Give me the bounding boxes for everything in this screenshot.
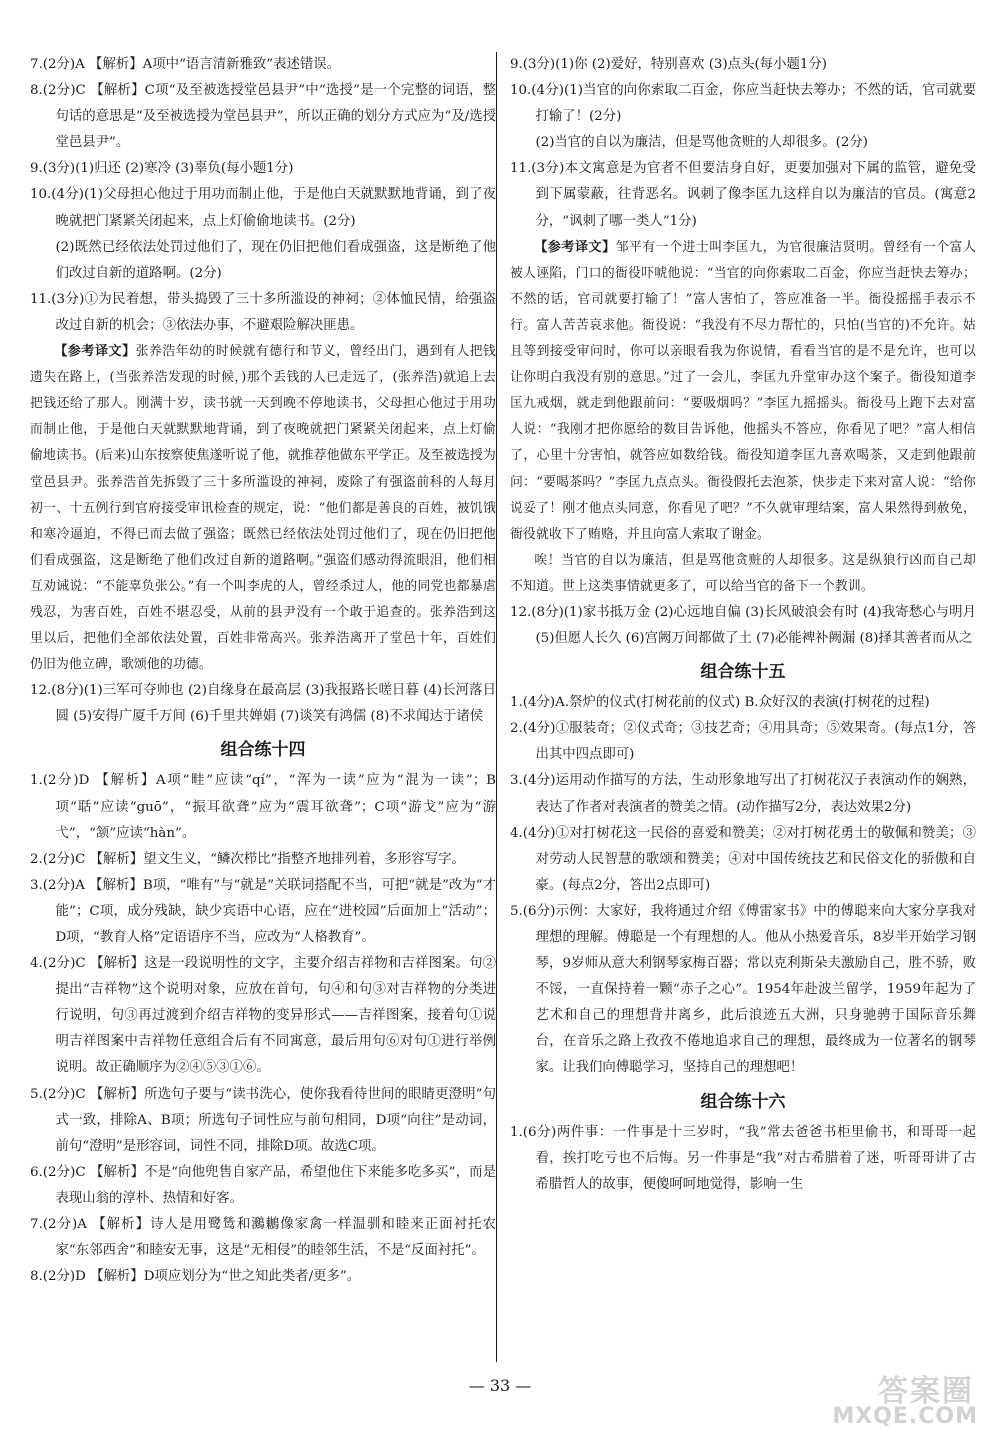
answer-item: 10.(4分)(1)当官的向你索取二百金，你应当赶快去筹办；不然的话，官司就要打输了！(2分) xyxy=(510,83,976,125)
page-number: — 33 — xyxy=(468,1376,532,1395)
answer-item: 1.(4分)A.祭炉的仪式(打树花前的仪式) B.众好汉的表演(打树花的过程) xyxy=(510,695,930,711)
answer-item: 3.(4分)运用动作描写的方法，生动形象地写出了打树花汉子表演动作的娴熟，表达了作者对表演者的赞美之情。(动作描写2分，表达效果2分) xyxy=(510,773,976,815)
answer-item: 9.(3分)(1)你 (2)爱好，特别喜欢 (3)点头(每小题1分) xyxy=(510,57,827,72)
answer-item: 7.(2分)A 【解析】A项中“语言清新雅致”表述错误。 xyxy=(30,57,341,72)
answer-item: 7.(2分)A 【解析】诗人是用鹭鸶和鸂鶒像家禽一样温驯和睦来正面衬托农家“东邻西舍”和睦安无事，这是“无相侵”的睦邻生活，不是“反面衬托”。 xyxy=(30,1217,496,1259)
watermark-cn: 答案圈 xyxy=(878,1374,974,1409)
translation-text: 张养浩年幼的时候就有德行和节义，曾经出门，遇到有人把钱遗失在路上，(当张养浩发现的时候，)那个丢钱的人已走远了，(张养浩)就追上去把钱还给了那人。刚满十岁，读书就一天到晚不停地读书，父母担心他过于用功而制止他，于是他白天就默默地背诵，到了夜晚就把门紧紧关闭起来，点上灯偷偷地读书。(后来)山东按察使焦遂听说了他，就推荐他做东平学正。及至被选授为堂邑县尹。张养浩首先拆毁了三十多所滥设的神祠，废除了有强盗前科的人每月初一、十五例行到官府接受审讯检查的规定，说：“他们都是善良的百姓，被饥饿和寒冷逼迫，不得已而去做了强盗；既然已经依法处罚过他们了，现在仍旧把他们看成强盗，这是断绝了他们改过自新的道路啊。”强盗们感动得流眼泪，他们相互劝诫说：“不能辜负张公。”有一个叫李虎的人，曾经杀过人，他的同党也都暴虐残忍，为害百姓，百姓不堪忍受，从前的县尹没有一个敢于追查的。张养浩到这里以后，把他们全部依法处置，百姓非常高兴。张养浩离开了堂邑十年，百姓们仍旧为他立碑，歌颂他的功德。 xyxy=(30,344,496,673)
answer-item: 2.(4分)①服装奇；②仪式奇；③技艺奇；④用具奇；⑤效果奇。(每点1分，答出其中四点即可) xyxy=(510,721,976,763)
answer-item: 4.(4分)①对打树花这一民俗的喜爱和赞美；②对打树花勇士的敬佩和赞美；③对劳动人民智慧的歌颂和赞美；④对中国传统技艺和民俗文化的骄傲和自豪。(每点2分，答出2点即可) xyxy=(510,825,976,893)
left-column xyxy=(30,52,496,1290)
answer-item: 5.(6分)示例：大家好，我将通过介绍《傅雷家书》中的傅聪来向大家分享我对理想的理解。傅聪是一个有理想的人。他从小热爱音乐，8岁半开始学习钢琴，9岁师从意大利钢琴家梅百器；常以克利斯朵夫激励自己，胜不骄，败不馁，一直保持着一颗“赤子之心”。1954年赴波兰留学，1959年起为了艺术和自己的理想背井离乡，此后浪迹五大洲，只身驰骋于国际音乐舞台，在音乐之路上孜孜不倦地追求自己的理想，最终成为一位著名的钢琴家。让我们向傅聪学习，坚持自己的理想吧！ xyxy=(510,903,976,1076)
section-heading: 组合练十六 xyxy=(700,1091,786,1112)
answer-item: 9.(3分)(1)归还 (2)寒冷 (3)辜负(每小题1分) xyxy=(30,161,294,177)
watermark-en: MXQE.COM xyxy=(832,1404,978,1429)
answer-item: 6.(2分)C 【解析】不是“向他兜售自家产品，希望他住下来能多吃多买”，而是表现山翁的淳朴、热情和好客。 xyxy=(30,1164,496,1206)
answer-item: (2)既然已经依法处罚过他们了，现在仍旧把他们看成强盗，这是断绝了他们改过自新的道路啊。(2分) xyxy=(55,239,496,281)
answer-item: 11.(3分)本文寓意是为官者不但要洁身自好，更要加强对下属的监管，避免受到下属蒙蔽，往背恶名。讽刺了像李匡九这样自以为廉洁的官员。(寓意2分，“讽刺了哪一类人”1分) xyxy=(510,161,976,229)
column-divider xyxy=(496,52,497,1362)
answer-item: 12.(8分)(1)家书抵万金 (2)心远地自偏 (3)长风破浪会有时 (4)我寄愁心与明月 (5)但愿人长久 (6)宫阙万间都做了土 (7)必能裨补阙漏 (8)择其善者而从之 xyxy=(510,604,976,647)
answer-item: 11.(3分)①为民着想，带头捣毁了三十多所滥设的神祠；②体恤民情，给强盗改过自新的机会；③依法办事，不避艰险解决匪患。 xyxy=(30,291,496,333)
right-column xyxy=(510,52,976,1198)
reference-label: 【参考译文】 xyxy=(54,344,136,360)
answer-item: 4.(2分)C 【解析】这是一段说明性的文字，主要介绍吉祥物和吉祥图案。句②提出“吉祥物”这个说明对象，应放在首句，句④和句③对吉祥物的分类进行说明，句③再过渡到介绍吉祥物的变异形式——吉祥图案，接着句①说明吉祥图案中吉祥物任意组合后有不同寓意，最后用句⑥对句①进行举例说明。故正确顺序为②④⑤③①⑥。 xyxy=(30,956,496,1076)
answer-item: 5.(2分)C 【解析】所选句子要与“读书洗心，使你我看待世间的眼睛更澄明”句式一致，排除A、B项；所选句子词性应与前句相同，D项“向往”是动词，前句“澄明”是形容词，词性不同，排除D项。故选C项。 xyxy=(30,1086,496,1154)
answer-item: 2.(2分)C 【解析】望文生义，“鳞次栉比”指整齐地排列着，多形容写字。 xyxy=(30,851,465,867)
section-heading: 组合练十五 xyxy=(700,662,786,683)
answer-item: (2)当官的自以为廉洁，但是骂他贪赃的人却很多。(2分) xyxy=(535,135,868,151)
answer-item: 1.(2分)D 【解析】A项“畦”应读“qí”，“浑为一读”应为“混为一读”；B项“聒”应读“guō”，“振耳欲聋”应为“震耳欲聋”；C项“游戈”应为“游弋”，“颔”应读“hàn”。 xyxy=(30,773,496,841)
translation-paragraph xyxy=(510,235,976,548)
reference-label: 【参考译文】 xyxy=(534,239,616,255)
answer-item: 8.(2分)D 【解析】D项应划分为“世之知此类者/更多”。 xyxy=(30,1269,361,1285)
answer-item: 10.(4分)(1)父母担心他过于用功而制止他，于是他白天就默默地背诵，到了夜晚就把门紧紧关闭起来，点上灯偷偷地读书。(2分) xyxy=(30,187,496,229)
answer-item: 3.(2分)A 【解析】B项，“唯有”与“就是”关联词搭配不当，可把“就是”改为“才能”；C项，成分残缺，缺少宾语中心语，应在“进校园”后面加上“活动”；D项，“教育人格”定语语序不当，应改为“人格教育”。 xyxy=(30,877,496,945)
answer-item: 12.(8分)(1)三军可夺帅也 (2)自缘身在最高层 (3)我报路长嗟日暮 (4)长河落日圆 (5)安得广厦千万间 (6)千里共婵娟 (7)谈笑有鸿儒 (8)不求闻达于诸侯 xyxy=(30,683,496,725)
answer-item: 1.(6分)两件事：一件事是十三岁时，“我”常去爸爸书柜里偷书，和哥哥一起看，挨打吃亏也不后悔。另一件事是“我”对古希腊着了迷，听哥哥讲了古希腊哲人的故事，便傻呵呵地觉得，影响一生 xyxy=(510,1124,976,1192)
translation-text: 邹平有一个进士叫李匡九，为官很廉洁贤明。曾经有一个富人被人诬陷，门口的衙役吓唬他说：“当官的向你索取二百金，你应当赶快去筹办；不然的话，官司就要打输了！”富人害怕了，答应准备一半。衙役摇摇手表示不行。富人苦苦哀求他。衙役说：“我没有不尽力帮忙的，只怕(当官的)不允许。姑且等到接受审问时，你可以亲眼看我为你说情，看看当官的是不是允许，也可以让你明白我没有别的意思。”过了一会儿，李匡九升堂审办这个案子。衙役知道李匡九戒烟，就走到他跟前问：“要吸烟吗？”李匡九摇摇头。衙役马上跑下去对富人说：“我刚才把你愿给的数目告诉他，他摇头不答应，你看见了吧？”富人相信了，心里十分害怕，就答应如数给钱。衙役知道李匡九喜欢喝茶，又走到他跟前问：“要喝茶吗？”李匡九点点头。衙役假托去泡茶，快步走下来对富人说：“给你说妥了！刚才他点头同意，你看见了吧？”不久就审理结案，富人果然得到赦免，衙役就收下了贿赂，并且向富人索取了谢金。 xyxy=(510,239,976,542)
translation-paragraph xyxy=(30,339,496,678)
answer-item: 8.(2分)C 【解析】C项“及至被选授堂邑县尹”中“选授”是一个完整的词语，整句话的意思是“及至被选授为堂邑县尹”，所以正确的划分方式应为“及/选授堂邑县尹”。 xyxy=(30,83,496,151)
section-heading: 组合练十四 xyxy=(220,740,306,761)
watermark-logo xyxy=(792,1366,992,1432)
translation-paragraph: 唉！当官的自以为廉洁，但是骂他贪赃的人却很多。这是纵狼行凶而自己却不知道。世上这类事情就更多了，可以给当官的备下一个教训。 xyxy=(510,552,976,594)
